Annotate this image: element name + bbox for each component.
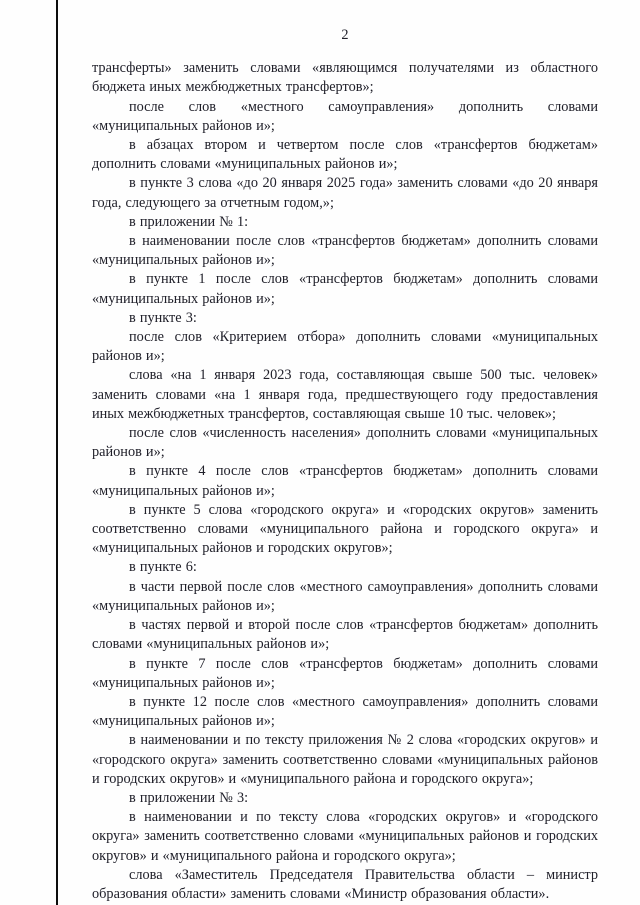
paragraph: в части первой после слов «местного самоуправления» дополнить словами «муниципальных районов и»; <box>92 578 598 614</box>
paragraph: в пункте 7 после слов «трансфертов бюджетам» дополнить словами «муниципальных районов и»; <box>92 655 598 691</box>
document-body <box>92 59 598 904</box>
paragraph: в пункте 3 слова «до 20 января 2025 года» заменить словами «до 20 января года, следующего за отчетным годом,»; <box>92 175 598 211</box>
paragraph: после слов «Критерием отбора» дополнить словами «муниципальных районов и»; <box>92 329 598 365</box>
paragraph: слова «на 1 января 2023 года, составляющая свыше 500 тыс. человек» заменить словами «на 1 января года, предшествующего году предоставления иных межбюджетных трансфертов, составляющая свыше 10 тыс. человек»; <box>92 367 598 422</box>
scan-edge-line <box>56 0 58 905</box>
paragraph: в пункте 5 слова «городского округа» и «городских округов» заменить соответственно словами «муниципального района и городского округа» и «муниципальных районов и городских округов»; <box>92 501 598 557</box>
paragraph: трансферты» заменить словами «являющимся получателями из областного бюджета иных межбюджетных трансфертов»; <box>92 60 598 96</box>
paragraph: после слов «численность населения» дополнить словами «муниципальных районов и»; <box>92 425 598 461</box>
paragraph: в пункте 1 после слов «трансфертов бюджетам» дополнить словами «муниципальных районов и»; <box>92 271 598 307</box>
paragraph: в приложении № 3: <box>129 789 249 806</box>
paragraph: в абзацах втором и четвертом после слов «трансфертов бюджетам» дополнить словами «муниципальных районов и»; <box>92 137 598 173</box>
paragraph: в частях первой и второй после слов «трансфертов бюджетам» дополнить словами «муниципальных районов и»; <box>92 617 598 653</box>
paragraph: слова «Заместитель Председателя Правительства области – министр образования области» заменить словами «Министр образования области». <box>92 866 598 902</box>
page-number: 2 <box>341 27 349 43</box>
paragraph: в наименовании и по тексту приложения № 2 слова «городских округов» и «городского округа» заменить соответственно словами «муниципальных районов и городских округов» и «муниципального района и городского округа»; <box>92 732 598 787</box>
paragraph: в пункте 3: <box>129 309 197 326</box>
paragraph: в приложении № 1: <box>129 213 249 230</box>
paragraph: в пункте 4 после слов «трансфертов бюджетам» дополнить словами «муниципальных районов и»; <box>92 463 598 499</box>
paragraph: в наименовании и по тексту слова «городских округов» и «городского округа» заменить соответственно словами «муниципальных районов и городских округов» и «муниципального района и городского округа»; <box>92 809 598 864</box>
document-content <box>92 26 598 904</box>
paragraph: в пункте 12 после слов «местного самоуправления» дополнить словами «муниципальных районов и»; <box>92 693 598 730</box>
paragraph: после слов «местного самоуправления» дополнить словами «муниципальных районов и»; <box>92 98 598 134</box>
paragraph: в наименовании после слов «трансфертов бюджетам» дополнить словами «муниципальных районов и»; <box>92 233 598 269</box>
paragraph: в пункте 6: <box>129 559 197 576</box>
